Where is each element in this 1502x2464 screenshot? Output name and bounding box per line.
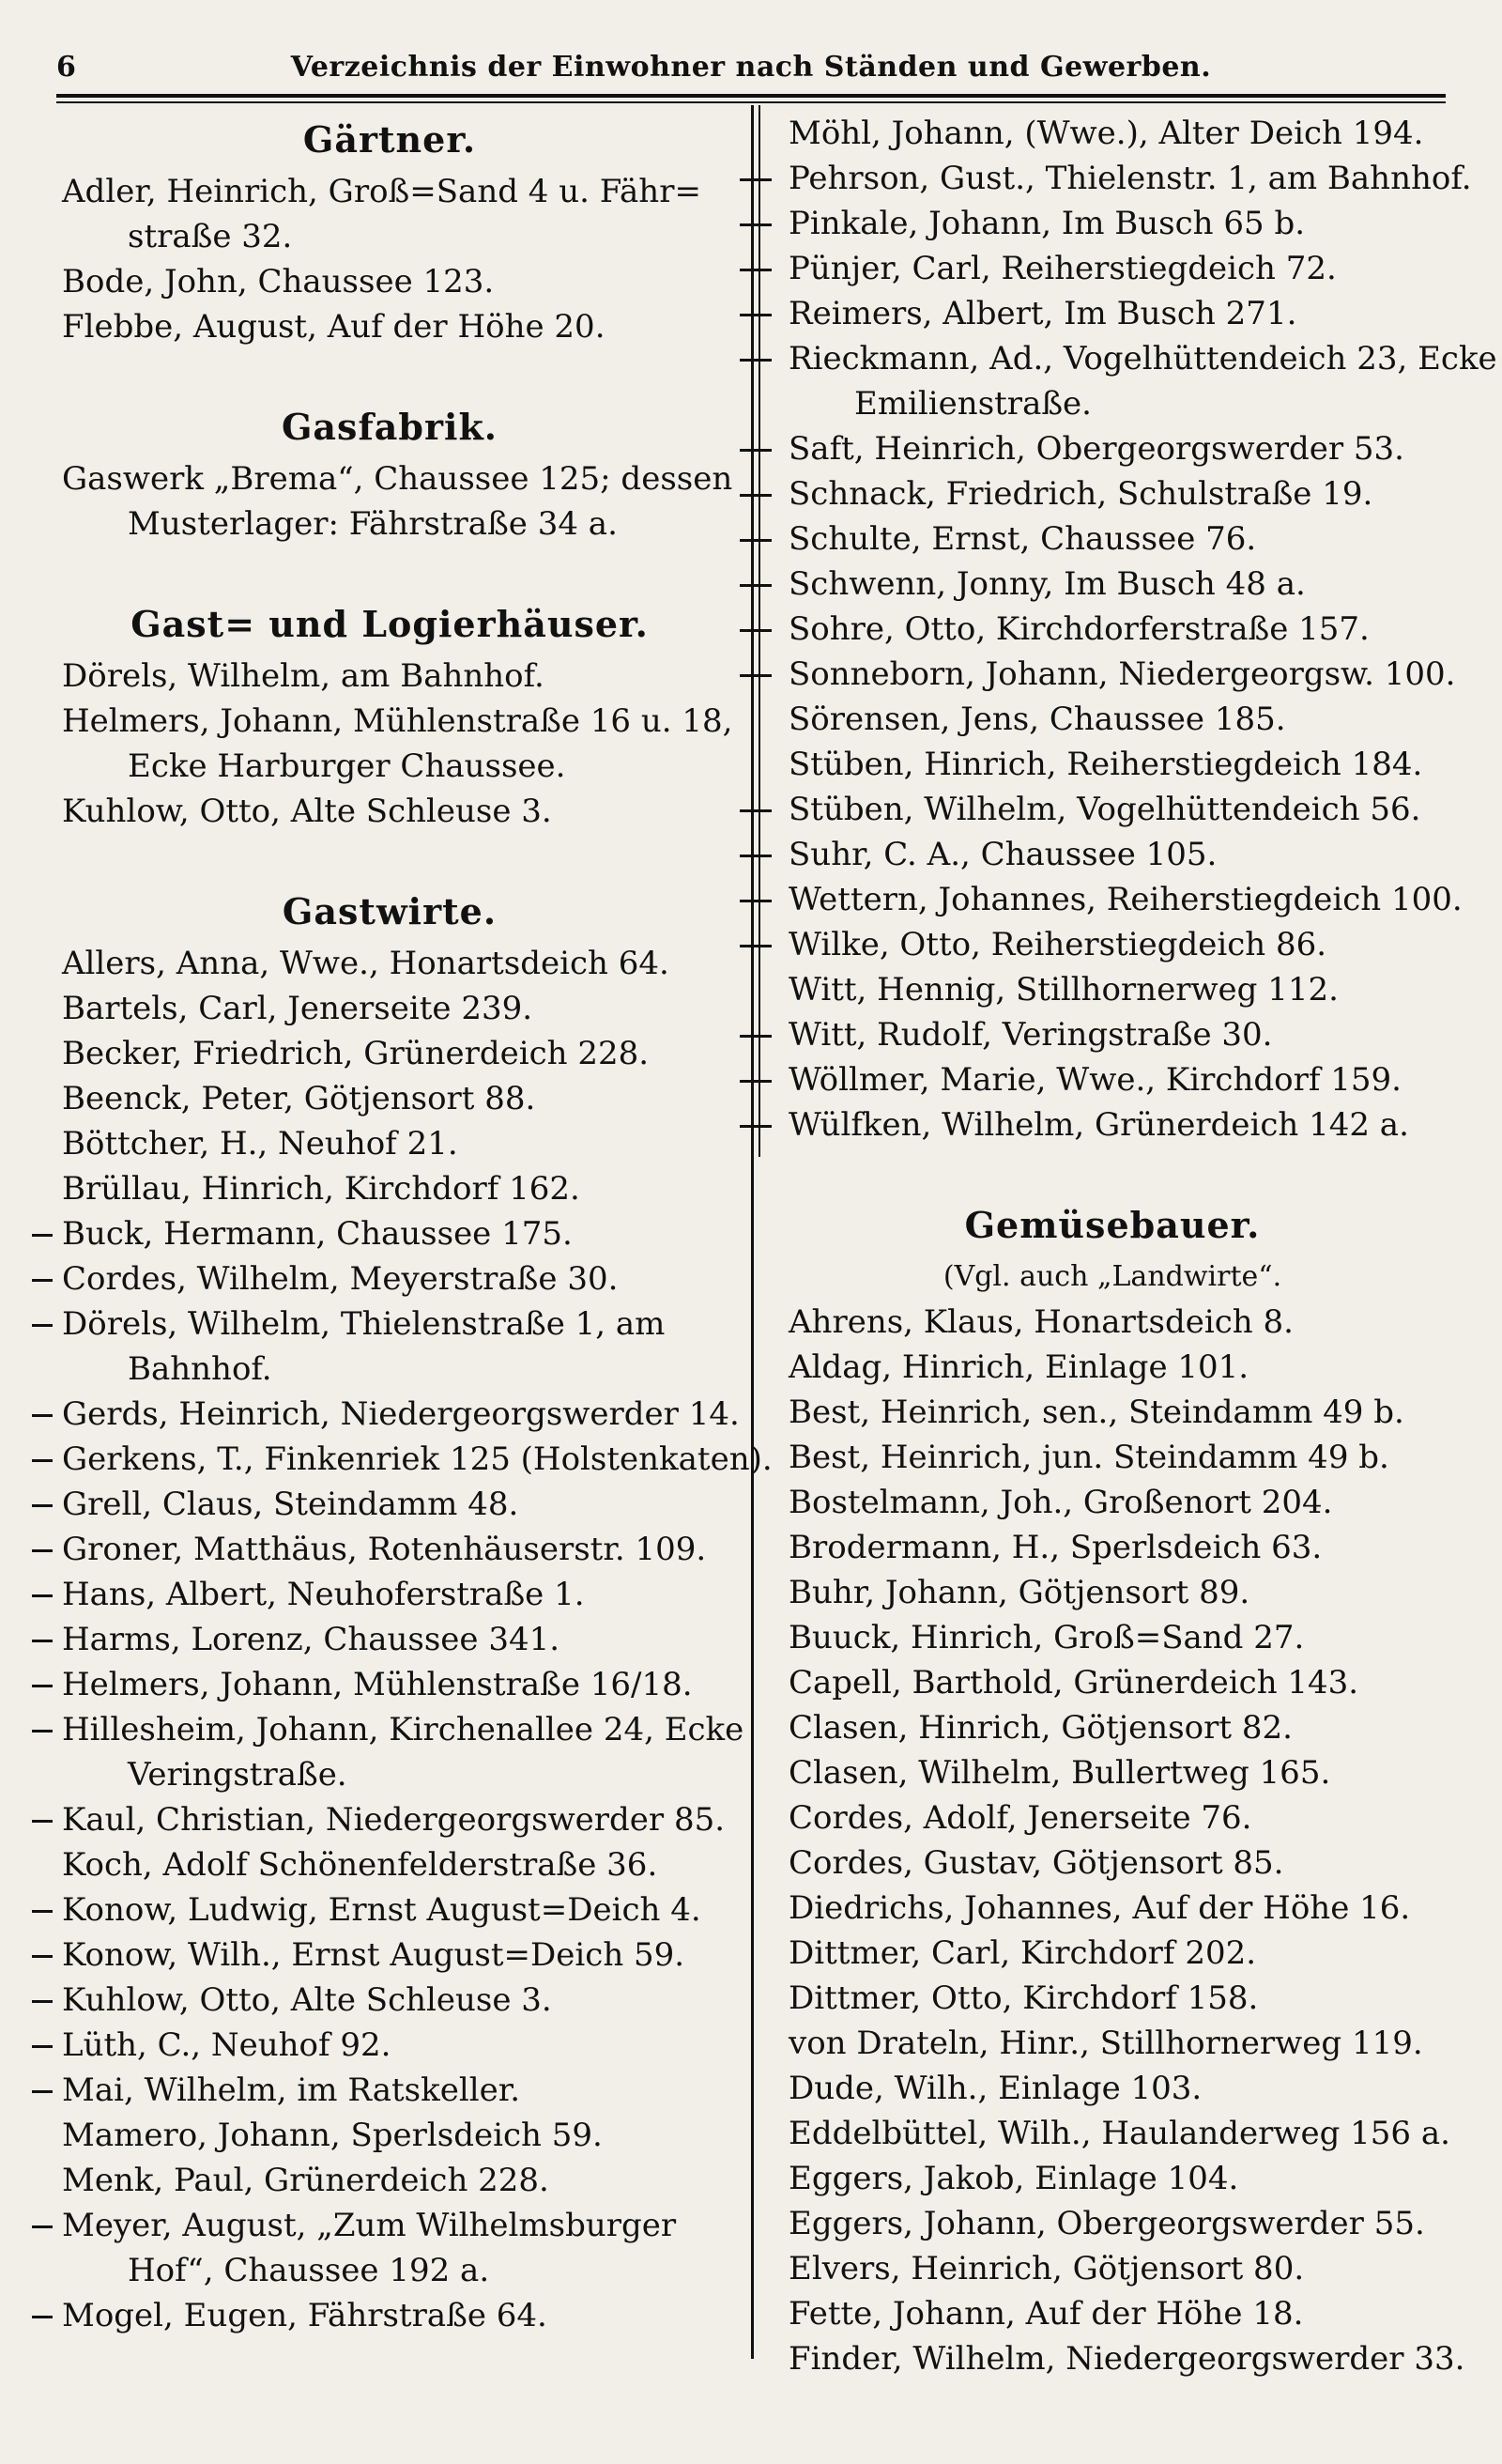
- entry-text: Stüben, Hinrich, Reiherstiegdeich 184.: [789, 746, 1423, 783]
- directory-entry: [770, 1345, 1455, 1390]
- entry-text: Mogel, Eugen, Fährstraße 64.: [62, 2297, 547, 2334]
- directory-entry: [47, 1031, 732, 1076]
- entry-text: Harms, Lorenz, Chaussee 341.: [62, 1621, 560, 1658]
- entry-text: Buhr, Johann, Götjensort 89.: [789, 1574, 1250, 1611]
- entry-text: Helmers, Johann, Mühlenstraße 16/18.: [62, 1666, 693, 1703]
- directory-entry: [770, 516, 1455, 562]
- directory-entry: [770, 1300, 1455, 1345]
- directory-entry: [47, 1707, 744, 1797]
- entry-text: Gerkens, T., Finkenriek 125 (Holstenkaten).: [62, 1440, 773, 1478]
- entry-text: Capell, Barthold, Grünerdeich 143.: [789, 1664, 1359, 1702]
- directory-entry: [47, 2113, 732, 2158]
- directory-entry: [47, 2293, 732, 2338]
- directory-entry: [770, 562, 1455, 607]
- directory-entry: [770, 832, 1455, 877]
- entry-text: Koch, Adolf Schönenfelderstraße 36.: [62, 1846, 658, 1884]
- entry-text: Kaul, Christian, Niedergeorgswerder 85.: [62, 1801, 726, 1839]
- entry-text: Finder, Wilhelm, Niedergeorgswerder 33.: [789, 2340, 1465, 2378]
- entry-text: Best, Heinrich, jun. Steindamm 49 b.: [789, 1439, 1389, 1476]
- entry-text: Dude, Wilh., Einlage 103.: [789, 2070, 1203, 2107]
- entry-text: Groner, Matthäus, Rotenhäuserstr. 109.: [62, 1531, 707, 1568]
- directory-entry: [47, 654, 732, 699]
- directory-entry: [770, 1390, 1455, 1435]
- entry-text: Eddelbüttel, Wilh., Haulanderweg 156 a.: [789, 2115, 1450, 2152]
- directory-entry: [47, 1617, 732, 1662]
- entry-text: Cordes, Gustav, Götjensort 85.: [789, 1844, 1284, 1882]
- entry-text: Schulte, Ernst, Chaussee 76.: [789, 520, 1257, 558]
- header-rule-thin: [56, 101, 1446, 103]
- directory-entry: [770, 2156, 1455, 2201]
- entry-text: Brodermann, H., Sperlsdeich 63.: [789, 1529, 1323, 1566]
- entry-text: Becker, Friedrich, Grünerdeich 228.: [62, 1035, 650, 1072]
- cross-reference-note: (Vgl. auch „Landwirte“.: [943, 1260, 1282, 1293]
- directory-entry: [770, 201, 1455, 246]
- directory-entry: [770, 246, 1455, 291]
- entry-text: Reimers, Albert, Im Busch 271.: [789, 295, 1297, 332]
- directory-entry: [47, 1887, 732, 1933]
- entry-text: Beenck, Peter, Götjensort 88.: [62, 1080, 536, 1117]
- entry-text: Schnack, Friedrich, Schulstraße 19.: [789, 475, 1373, 513]
- directory-entry: [770, 1102, 1455, 1147]
- directory-entry: [47, 2203, 732, 2293]
- entry-text: Gaswerk „Brema“, Chaussee 125; dessen: [62, 460, 733, 498]
- entry-continuation: Hof“, Chaussee 192 a.: [128, 2252, 490, 2289]
- directory-entry: [770, 1705, 1455, 1750]
- entry-text: Elvers, Heinrich, Götjensort 80.: [789, 2250, 1305, 2287]
- entry-text: Schwenn, Jonny, Im Busch 48 a.: [789, 565, 1306, 603]
- directory-entry: [770, 2201, 1455, 2246]
- directory-entry: [770, 1750, 1455, 1795]
- entry-text: Witt, Rudolf, Veringstraße 30.: [789, 1016, 1273, 1054]
- directory-entry: [47, 304, 732, 349]
- directory-entry: [770, 742, 1455, 787]
- entry-text: von Drateln, Hinr., Stillhornerweg 119.: [789, 2025, 1423, 2062]
- entry-text: Dittmer, Carl, Kirchdorf 202.: [789, 1934, 1257, 1972]
- header-rule: [56, 94, 1446, 98]
- directory-entry: [770, 1886, 1455, 1931]
- entry-text: Möhl, Johann, (Wwe.), Alter Deich 194.: [789, 115, 1424, 152]
- entry-text: Sörensen, Jens, Chaussee 185.: [789, 701, 1286, 738]
- directory-entry: [47, 2068, 732, 2113]
- directory-entry: [770, 156, 1472, 201]
- directory-entry: [47, 1527, 732, 1572]
- entry-text: Clasen, Wilhelm, Bullertweg 165.: [789, 1754, 1331, 1792]
- directory-entry: [770, 2066, 1455, 2111]
- directory-entry: [770, 607, 1455, 652]
- entry-text: Suhr, C. A., Chaussee 105.: [789, 836, 1218, 873]
- entry-continuation: straße 32.: [128, 218, 293, 255]
- directory-entry: [770, 1435, 1455, 1480]
- entry-text: Fette, Johann, Auf der Höhe 18.: [789, 2295, 1304, 2333]
- directory-entry: [47, 1121, 732, 1166]
- entry-text: Clasen, Hinrich, Götjensort 82.: [789, 1709, 1293, 1747]
- entry-text: Aldag, Hinrich, Einlage 101.: [789, 1348, 1249, 1386]
- directory-entry: [47, 2023, 732, 2068]
- directory-entry: [770, 2021, 1455, 2066]
- entry-text: Dittmer, Otto, Kirchdorf 158.: [789, 1979, 1259, 2017]
- directory-entry: [47, 789, 732, 834]
- directory-entry: [47, 2158, 732, 2203]
- entry-continuation: Emilienstraße.: [854, 385, 1092, 423]
- entry-text: Flebbe, August, Auf der Höhe 20.: [62, 308, 605, 346]
- entry-text: Diedrichs, Johannes, Auf der Höhe 16.: [789, 1889, 1411, 1927]
- directory-entry: [770, 967, 1455, 1012]
- directory-entry: [770, 1976, 1455, 2021]
- directory-entry: [770, 877, 1463, 922]
- entry-text: Meyer, August, „Zum Wilhelmsburger: [62, 2207, 677, 2244]
- directory-entry: [770, 652, 1455, 697]
- section-heading: Gemüsebauer.: [964, 1204, 1261, 1246]
- entry-text: Helmers, Johann, Mühlenstraße 16 u. 18,: [62, 702, 733, 740]
- directory-entry: [770, 291, 1455, 336]
- directory-entry: [770, 1012, 1455, 1057]
- directory-entry: [47, 986, 732, 1031]
- entry-text: Brüllau, Hinrich, Kirchdorf 162.: [62, 1170, 580, 1208]
- entry-text: Konow, Wilh., Ernst August=Deich 59.: [62, 1936, 685, 1974]
- entry-text: Böttcher, H., Neuhof 21.: [62, 1125, 458, 1163]
- entry-text: Buck, Hermann, Chaussee 175.: [62, 1215, 573, 1253]
- section-heading: Gasfabrik.: [281, 406, 498, 448]
- directory-entry: [770, 2291, 1455, 2336]
- entry-text: Konow, Ludwig, Ernst August=Deich 4.: [62, 1891, 701, 1929]
- directory-entry: [47, 1933, 732, 1978]
- entry-text: Saft, Heinrich, Obergeorgswerder 53.: [789, 430, 1404, 468]
- entry-text: Rieckmann, Ad., Vogelhüttendeich 23, Ecke: [789, 340, 1497, 377]
- directory-entry: [47, 1482, 732, 1527]
- entry-text: Kuhlow, Otto, Alte Schleuse 3.: [62, 793, 552, 830]
- entry-text: Buuck, Hinrich, Groß=Sand 27.: [789, 1619, 1305, 1656]
- directory-entry: [47, 699, 732, 789]
- directory-entry: [770, 787, 1455, 832]
- directory-entry: [47, 1166, 732, 1211]
- left-column: [47, 111, 773, 2338]
- directory-entry: [47, 1978, 732, 2023]
- directory-entry: [47, 1572, 732, 1617]
- entry-text: Cordes, Adolf, Jenerseite 76.: [789, 1799, 1252, 1837]
- directory-entry: [770, 1480, 1455, 1525]
- directory-entry: [47, 1392, 740, 1437]
- entry-text: Sohre, Otto, Kirchdorferstraße 157.: [789, 610, 1370, 648]
- running-title: Verzeichnis der Einwohner nach Ständen und Gewerben.: [290, 51, 1212, 84]
- directory-entry: [770, 1525, 1455, 1570]
- entry-text: Dörels, Wilhelm, Thielenstraße 1, am: [62, 1305, 666, 1343]
- directory-entry: [47, 1842, 732, 1887]
- entry-text: Hillesheim, Johann, Kirchenallee 24, Ecke: [62, 1711, 744, 1748]
- entry-continuation: Veringstraße.: [128, 1756, 347, 1794]
- entry-text: Best, Heinrich, sen., Steindamm 49 b.: [789, 1394, 1404, 1431]
- section-heading: Gastwirte.: [282, 890, 498, 932]
- entry-continuation: Musterlager: Fährstraße 34 a.: [128, 505, 618, 543]
- entry-continuation: Ecke Harburger Chaussee.: [128, 747, 566, 785]
- column-divider: [751, 105, 754, 2359]
- entry-text: Bostelmann, Joh., Großenort 204.: [789, 1484, 1333, 1521]
- directory-entry: [770, 471, 1455, 516]
- entry-text: Pünjer, Carl, Reiherstiegdeich 72.: [789, 250, 1337, 287]
- entry-continuation: Bahnhof.: [128, 1350, 272, 1388]
- directory-entry: [770, 1660, 1455, 1705]
- directory-entry: [47, 1211, 732, 1256]
- entry-text: Wilke, Otto, Reiherstiegdeich 86.: [789, 926, 1327, 963]
- directory-entry: [770, 697, 1455, 742]
- directory-entry: [770, 1840, 1455, 1886]
- entry-text: Ahrens, Klaus, Honartsdeich 8.: [789, 1303, 1294, 1341]
- directory-entry: [770, 111, 1455, 156]
- directory-entry: [770, 1795, 1455, 1840]
- entry-text: Witt, Hennig, Stillhornerweg 112.: [789, 971, 1339, 1009]
- entry-text: Gerds, Heinrich, Niedergeorgswerder 14.: [62, 1395, 740, 1433]
- directory-entry: [770, 922, 1455, 967]
- directory-entry: [770, 2246, 1455, 2291]
- section-heading: Gärtner.: [302, 118, 477, 161]
- entry-text: Sonneborn, Johann, Niedergeorgsw. 100.: [789, 655, 1456, 693]
- directory-entry: [770, 1570, 1455, 1615]
- entry-text: Mamero, Johann, Sperlsdeich 59.: [62, 2117, 603, 2154]
- entry-text: Bode, John, Chaussee 123.: [62, 263, 495, 300]
- entry-text: Hans, Albert, Neuhoferstraße 1.: [62, 1576, 585, 1613]
- entry-text: Dörels, Wilhelm, am Bahnhof.: [62, 657, 544, 695]
- entry-text: Wülfken, Wilhelm, Grünerdeich 142 a.: [789, 1106, 1409, 1144]
- directory-entry: [770, 336, 1497, 426]
- entry-text: Menk, Paul, Grünerdeich 228.: [62, 2162, 549, 2199]
- entry-text: Bartels, Carl, Jenerseite 239.: [62, 990, 533, 1027]
- directory-entry: [770, 2111, 1455, 2156]
- directory-entry: [47, 1797, 732, 1842]
- entry-text: Stüben, Wilhelm, Vogelhüttendeich 56.: [789, 791, 1421, 828]
- directory-entry: [770, 1057, 1455, 1102]
- section-heading: Gast= und Logierhäuser.: [130, 603, 649, 645]
- entry-text: Mai, Wilhelm, im Ratskeller.: [62, 2071, 521, 2109]
- entry-text: Lüth, C., Neuhof 92.: [62, 2026, 391, 2064]
- directory-entry: [770, 426, 1455, 471]
- entry-text: Grell, Claus, Steindamm 48.: [62, 1486, 519, 1523]
- directory-entry: [47, 1301, 732, 1392]
- directory-entry: [770, 1615, 1455, 1660]
- entry-text: Wöllmer, Marie, Wwe., Kirchdorf 159.: [789, 1061, 1402, 1099]
- entry-text: Eggers, Jakob, Einlage 104.: [789, 2160, 1239, 2197]
- right-column: [770, 111, 1497, 2381]
- page-number: 6: [56, 51, 76, 84]
- directory-entry: [47, 941, 732, 986]
- directory-entry: [47, 1662, 732, 1707]
- directory-entry: [47, 1437, 773, 1482]
- directory-entry: [47, 456, 732, 547]
- directory-entry: [47, 259, 732, 304]
- directory-entry: [47, 1256, 732, 1301]
- entry-text: Pinkale, Johann, Im Busch 65 b.: [789, 205, 1306, 242]
- page-header: [56, 45, 1446, 86]
- directory-entry: [47, 169, 732, 259]
- entry-text: Pehrson, Gust., Thielenstr. 1, am Bahnhof.: [789, 160, 1472, 197]
- entry-text: Eggers, Johann, Obergeorgswerder 55.: [789, 2205, 1425, 2242]
- entry-text: Kuhlow, Otto, Alte Schleuse 3.: [62, 1981, 552, 2019]
- directory-entry: [770, 2336, 1465, 2381]
- entry-text: Wettern, Johannes, Reiherstiegdeich 100.: [789, 881, 1463, 918]
- entry-text: Cordes, Wilhelm, Meyerstraße 30.: [62, 1260, 619, 1298]
- directory-entry: [47, 1076, 732, 1121]
- entry-text: Allers, Anna, Wwe., Honartsdeich 64.: [62, 945, 669, 982]
- entry-text: Adler, Heinrich, Groß=Sand 4 u. Fähr=: [62, 173, 701, 210]
- directory-entry: [770, 1931, 1455, 1976]
